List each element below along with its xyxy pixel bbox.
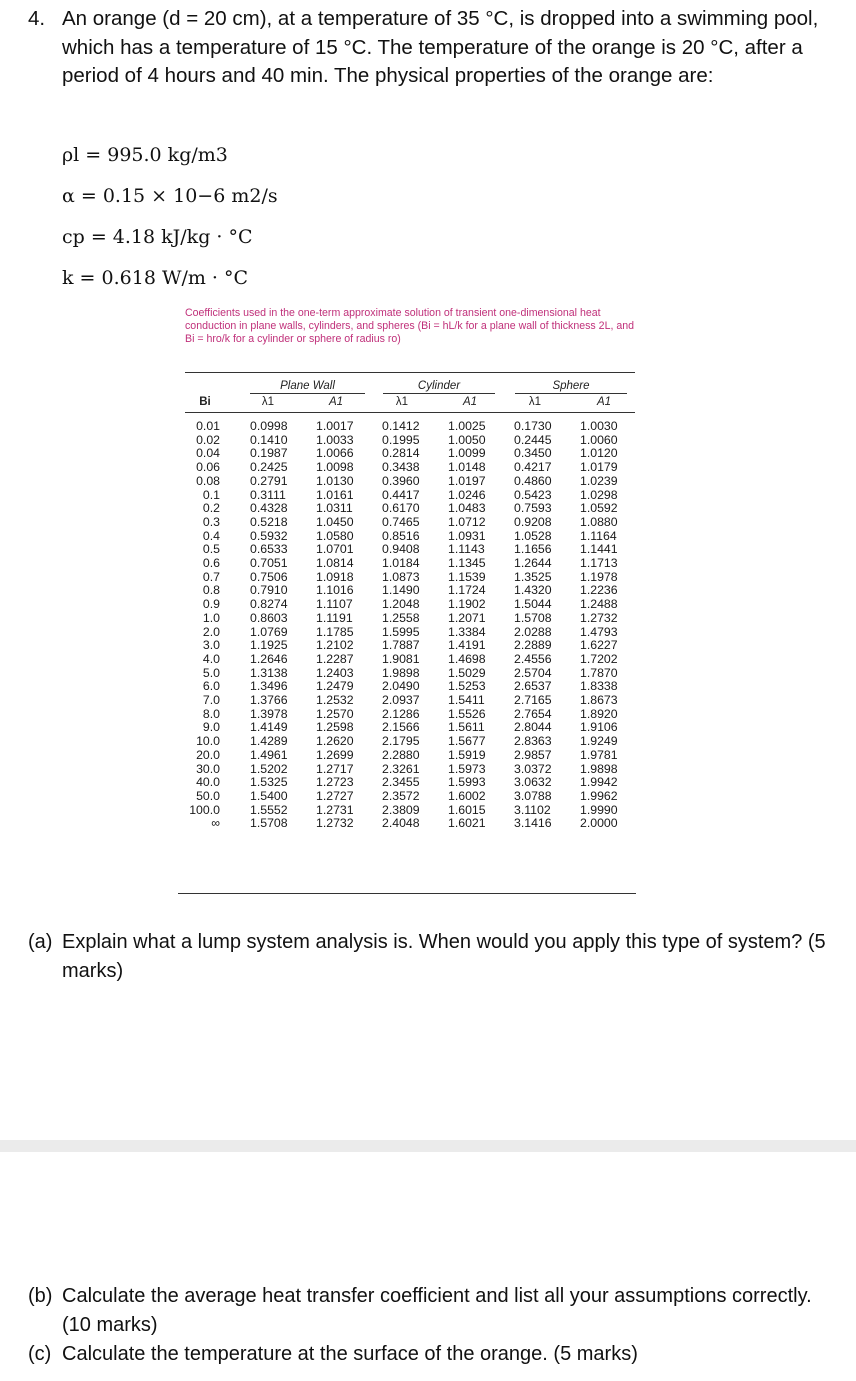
value-cell: 1.9781 <box>580 747 618 762</box>
question-4 <box>28 5 828 91</box>
bi-cell: 0.08 <box>196 473 220 488</box>
value-cell: 0.1987 <box>250 446 288 461</box>
value-cell: 1.4961 <box>250 747 288 762</box>
value-cell: 1.2236 <box>580 583 618 598</box>
value-cell: 0.4417 <box>382 487 420 502</box>
value-cell: 0.6170 <box>382 501 420 516</box>
value-cell: 1.6002 <box>448 788 486 803</box>
value-cell: 2.3572 <box>382 788 420 803</box>
value-cell: 1.2532 <box>316 693 354 708</box>
part-b-label: (b) <box>28 1285 53 1307</box>
value-cell: 1.7870 <box>580 665 618 680</box>
table-row <box>178 804 646 818</box>
value-cell: 3.1416 <box>514 816 552 831</box>
part-a-label: (a) <box>28 931 53 953</box>
value-cell: 1.2048 <box>382 597 420 612</box>
value-cell: 0.7051 <box>250 556 288 571</box>
value-cell: 0.3960 <box>382 473 420 488</box>
part-c-label: (c) <box>28 1343 52 1365</box>
value-cell: 1.0066 <box>316 446 354 461</box>
col-lambda-cylinder: λ1 <box>395 396 409 408</box>
bi-cell: 0.01 <box>196 419 220 433</box>
property-specific-heat: cp = 4.18 kJ/kg · °C <box>62 226 253 248</box>
value-cell: 2.1795 <box>382 734 420 749</box>
value-cell: 1.2570 <box>316 706 354 721</box>
value-cell: 1.6227 <box>580 638 618 653</box>
bi-cell: 1.0 <box>202 610 220 625</box>
value-cell: 1.0592 <box>580 501 618 516</box>
value-cell: 1.2598 <box>316 720 354 735</box>
part-c <box>28 1340 828 1369</box>
value-cell: 3.0632 <box>514 775 552 790</box>
value-cell: 1.0060 <box>580 432 618 447</box>
value-cell: 1.1724 <box>448 583 486 598</box>
value-cell: 1.0483 <box>448 501 486 516</box>
value-cell: 1.2287 <box>316 651 354 666</box>
value-cell: 1.5611 <box>448 720 485 735</box>
value-cell: 1.2102 <box>316 638 354 653</box>
bi-cell: 9.0 <box>202 720 220 735</box>
value-cell: 2.3809 <box>382 802 420 817</box>
value-cell: 0.4328 <box>250 501 288 516</box>
col-a-sphere: A1 <box>596 396 612 408</box>
value-cell: 0.5932 <box>250 528 288 543</box>
value-cell: 2.9857 <box>514 747 552 762</box>
bi-cell: 0.9 <box>202 597 220 612</box>
bi-cell: 0.5 <box>202 542 220 557</box>
value-cell: 1.0179 <box>580 460 618 475</box>
value-cell: 1.0311 <box>316 501 353 516</box>
table-row <box>178 461 646 475</box>
value-cell: 1.0098 <box>316 460 354 475</box>
value-cell: 1.0099 <box>448 446 486 461</box>
value-cell: 1.0033 <box>316 432 354 447</box>
value-cell: 1.0025 <box>448 419 486 433</box>
table-row <box>178 475 646 489</box>
bi-cell: 4.0 <box>202 651 220 666</box>
value-cell: 1.8338 <box>580 679 618 694</box>
table-row <box>178 557 646 571</box>
bi-cell: 0.8 <box>202 583 220 598</box>
col-a-plane: A1 <box>328 396 344 408</box>
table-row <box>178 447 646 461</box>
value-cell: 1.9081 <box>382 651 420 666</box>
table-group-headers <box>0 380 856 394</box>
value-cell: 0.7593 <box>514 501 552 516</box>
table-row <box>178 708 646 722</box>
value-cell: 1.4793 <box>580 624 618 639</box>
col-bi: Bi <box>199 396 211 408</box>
bi-cell: 50.0 <box>196 788 220 803</box>
table-row <box>178 543 646 557</box>
value-cell: 1.0148 <box>448 460 486 475</box>
value-cell: 1.5029 <box>448 665 486 680</box>
bi-cell: 100.0 <box>189 802 220 817</box>
value-cell: 2.2889 <box>514 638 552 653</box>
value-cell: 2.0000 <box>580 816 618 831</box>
value-cell: 0.5218 <box>250 514 288 529</box>
table-row <box>178 735 646 749</box>
value-cell: 0.7506 <box>250 569 288 584</box>
bi-cell: 0.02 <box>196 432 220 447</box>
value-cell: 2.1286 <box>382 706 420 721</box>
value-cell: 1.2727 <box>316 788 354 803</box>
value-cell: 0.7910 <box>250 583 288 598</box>
value-cell: 1.3978 <box>250 706 288 721</box>
value-cell: 1.0769 <box>250 624 288 639</box>
value-cell: 1.2479 <box>316 679 354 694</box>
value-cell: 1.5400 <box>250 788 288 803</box>
value-cell: 1.2488 <box>580 597 618 612</box>
value-cell: 0.8603 <box>250 610 288 625</box>
bi-cell: 0.4 <box>202 528 220 543</box>
value-cell: 0.8516 <box>382 528 420 543</box>
property-density: ρl = 995.0 kg/m3 <box>62 144 228 166</box>
table-row <box>178 584 646 598</box>
value-cell: 1.0450 <box>316 514 354 529</box>
value-cell: 1.3138 <box>250 665 288 680</box>
value-cell: 1.2723 <box>316 775 354 790</box>
value-cell: 2.3261 <box>382 761 420 776</box>
value-cell: 1.2731 <box>316 802 354 817</box>
part-a-text: Explain what a lump system analysis is. When would you apply this type of system? (5 marks) <box>62 931 826 982</box>
value-cell: 1.2646 <box>250 651 288 666</box>
table-row <box>178 694 646 708</box>
value-cell: 1.1656 <box>514 542 552 557</box>
value-cell: 1.1713 <box>580 556 618 571</box>
table-column-headers <box>0 396 856 412</box>
value-cell: 1.5677 <box>448 734 486 749</box>
value-cell: 1.9249 <box>580 734 618 749</box>
value-cell: 1.1016 <box>316 583 354 598</box>
value-cell: 2.4556 <box>514 651 552 666</box>
col-lambda-sphere: λ1 <box>528 396 542 408</box>
value-cell: 2.6537 <box>514 679 552 694</box>
value-cell: 1.4191 <box>448 638 486 653</box>
page-divider-band <box>0 1140 856 1152</box>
value-cell: 0.5423 <box>514 487 552 502</box>
property-diffusivity: α = 0.15 × 10−6 m2/s <box>62 185 278 207</box>
value-cell: 1.1191 <box>316 610 353 625</box>
coefficients-table-body <box>178 420 646 831</box>
value-cell: 2.8044 <box>514 720 552 735</box>
bi-cell: 6.0 <box>202 679 220 694</box>
value-cell: 1.2717 <box>316 761 354 776</box>
bi-cell: 3.0 <box>202 638 220 653</box>
table-row <box>178 639 646 653</box>
value-cell: 1.4289 <box>250 734 288 749</box>
value-cell: 1.0873 <box>382 569 420 584</box>
value-cell: 1.5325 <box>250 775 288 790</box>
table-row <box>178 776 646 790</box>
value-cell: 2.8363 <box>514 734 552 749</box>
value-cell: 1.2071 <box>448 610 486 625</box>
value-cell: 2.4048 <box>382 816 420 831</box>
bi-cell: 30.0 <box>196 761 220 776</box>
value-cell: 1.2620 <box>316 734 354 749</box>
bi-cell: 2.0 <box>202 624 220 639</box>
value-cell: 1.5993 <box>448 775 486 790</box>
value-cell: 1.8673 <box>580 693 618 708</box>
value-cell: 1.0712 <box>448 514 486 529</box>
value-cell: 1.3766 <box>250 693 288 708</box>
table-caption: Coefficients used in the one-term approximate solution of transient one-dimensional heat conduction in plane walls, cylinders, and spheres (Bi = hL/k for a plane wall of thickness 2L, and Bi = hro/k for a cylinder or sphere of radius ro) <box>185 307 635 346</box>
table-row <box>178 516 646 530</box>
properties-list <box>62 135 278 299</box>
value-cell: 1.5919 <box>448 747 486 762</box>
col-a-cylinder: A1 <box>462 396 478 408</box>
value-cell: 1.4320 <box>514 583 552 598</box>
value-cell: 1.9898 <box>382 665 420 680</box>
bi-cell: ∞ <box>211 816 220 831</box>
value-cell: 1.1345 <box>448 556 486 571</box>
value-cell: 1.0120 <box>580 446 618 461</box>
value-cell: 0.2445 <box>514 432 552 447</box>
value-cell: 1.1107 <box>316 597 353 612</box>
value-cell: 1.1539 <box>448 569 486 584</box>
value-cell: 2.5704 <box>514 665 552 680</box>
value-cell: 1.1978 <box>580 569 618 584</box>
value-cell: 1.0931 <box>448 528 486 543</box>
value-cell: 1.5411 <box>448 693 485 708</box>
value-cell: 1.1902 <box>448 597 486 612</box>
value-cell: 1.5708 <box>514 610 552 625</box>
value-cell: 0.2814 <box>382 446 420 461</box>
bi-cell: 0.2 <box>202 501 220 516</box>
value-cell: 1.7202 <box>580 651 618 666</box>
part-c-text: Calculate the temperature at the surface of the orange. (5 marks) <box>62 1343 638 1365</box>
value-cell: 0.3111 <box>250 487 286 502</box>
value-cell: 0.0998 <box>250 419 288 433</box>
value-cell: 1.1164 <box>580 528 617 543</box>
value-cell: 1.3525 <box>514 569 552 584</box>
table-top-rule <box>185 372 635 373</box>
table-row <box>178 489 646 503</box>
value-cell: 1.6015 <box>448 802 486 817</box>
value-cell: 1.9898 <box>580 761 618 776</box>
table-row <box>178 721 646 735</box>
value-cell: 1.5552 <box>250 802 288 817</box>
table-header-rule <box>185 412 635 413</box>
value-cell: 0.7465 <box>382 514 420 529</box>
value-cell: 1.5973 <box>448 761 486 776</box>
table-row <box>178 817 646 831</box>
bi-cell: 0.6 <box>202 556 220 571</box>
value-cell: 2.0490 <box>382 679 420 694</box>
value-cell: 1.0184 <box>382 556 420 571</box>
table-row <box>178 749 646 763</box>
value-cell: 1.2403 <box>316 665 354 680</box>
value-cell: 1.2644 <box>514 556 552 571</box>
bi-cell: 0.06 <box>196 460 220 475</box>
value-cell: 3.0372 <box>514 761 552 776</box>
table-row <box>178 598 646 612</box>
value-cell: 1.8920 <box>580 706 618 721</box>
table-row <box>178 530 646 544</box>
bi-cell: 5.0 <box>202 665 220 680</box>
value-cell: 0.3438 <box>382 460 420 475</box>
question-number: 4. <box>28 7 46 30</box>
part-a <box>28 928 828 986</box>
table-row <box>178 763 646 777</box>
value-cell: 1.2732 <box>316 816 354 831</box>
value-cell: 2.7165 <box>514 693 552 708</box>
value-cell: 1.3496 <box>250 679 288 694</box>
value-cell: 0.1412 <box>382 419 420 433</box>
table-row <box>178 653 646 667</box>
bi-cell: 40.0 <box>196 775 220 790</box>
value-cell: 2.7654 <box>514 706 552 721</box>
property-conductivity: k = 0.618 W/m · °C <box>62 267 249 289</box>
bi-cell: 0.7 <box>202 569 220 584</box>
value-cell: 1.6021 <box>448 816 486 831</box>
bi-cell: 0.1 <box>202 487 220 502</box>
value-cell: 1.0030 <box>580 419 618 433</box>
value-cell: 1.5253 <box>448 679 486 694</box>
value-cell: 1.3384 <box>448 624 486 639</box>
bi-cell: 0.04 <box>196 446 220 461</box>
value-cell: 1.9990 <box>580 802 618 817</box>
value-cell: 0.3450 <box>514 446 552 461</box>
value-cell: 0.4217 <box>514 460 552 475</box>
value-cell: 0.9208 <box>514 514 552 529</box>
table-row <box>178 626 646 640</box>
value-cell: 1.1490 <box>382 583 420 598</box>
col-lambda-plane: λ1 <box>261 396 275 408</box>
table-row <box>178 420 646 434</box>
value-cell: 1.0197 <box>448 473 486 488</box>
value-cell: 1.2558 <box>382 610 420 625</box>
group-cylinder: Cylinder <box>383 380 495 394</box>
table-row <box>178 571 646 585</box>
part-b <box>28 1282 828 1340</box>
table-bottom-rule <box>178 893 636 894</box>
value-cell: 1.1785 <box>316 624 354 639</box>
group-plane-wall: Plane Wall <box>250 380 365 394</box>
bi-cell: 0.3 <box>202 514 220 529</box>
value-cell: 0.6533 <box>250 542 288 557</box>
value-cell: 0.8274 <box>250 597 288 612</box>
value-cell: 1.2732 <box>580 610 618 625</box>
value-cell: 1.0239 <box>580 473 618 488</box>
table-row <box>178 680 646 694</box>
value-cell: 1.5044 <box>514 597 552 612</box>
value-cell: 1.0918 <box>316 569 354 584</box>
table-row <box>178 502 646 516</box>
value-cell: 0.4860 <box>514 473 552 488</box>
value-cell: 1.0814 <box>316 556 354 571</box>
value-cell: 1.0130 <box>316 473 354 488</box>
value-cell: 0.9408 <box>382 542 420 557</box>
table-row <box>178 667 646 681</box>
value-cell: 1.5708 <box>250 816 288 831</box>
table-row <box>178 790 646 804</box>
value-cell: 1.0161 <box>316 487 354 502</box>
value-cell: 1.9106 <box>580 720 618 735</box>
value-cell: 1.1925 <box>250 638 288 653</box>
value-cell: 1.0246 <box>448 487 486 502</box>
bi-cell: 20.0 <box>196 747 220 762</box>
value-cell: 2.2880 <box>382 747 420 762</box>
coefficients-table <box>178 420 646 831</box>
value-cell: 1.0017 <box>316 419 354 433</box>
value-cell: 0.1995 <box>382 432 420 447</box>
table-row <box>178 612 646 626</box>
value-cell: 1.4149 <box>250 720 288 735</box>
table-row <box>178 434 646 448</box>
bi-cell: 7.0 <box>202 693 220 708</box>
question-text: An orange (d = 20 cm), at a temperature of 35 °C, is dropped into a swimming pool, which has a temperature of 15 °C. The temperature of the orange is 20 °C, after a period of 4 hours and 40 min. The physical properties of the orange are: <box>62 7 819 87</box>
value-cell: 1.4698 <box>448 651 486 666</box>
value-cell: 1.0298 <box>580 487 618 502</box>
bi-cell: 8.0 <box>202 706 220 721</box>
value-cell: 1.2699 <box>316 747 354 762</box>
bi-cell: 10.0 <box>196 734 220 749</box>
value-cell: 1.0880 <box>580 514 618 529</box>
value-cell: 3.1102 <box>514 802 551 817</box>
value-cell: 1.5995 <box>382 624 420 639</box>
value-cell: 1.5526 <box>448 706 486 721</box>
value-cell: 0.2425 <box>250 460 288 475</box>
value-cell: 3.0788 <box>514 788 552 803</box>
value-cell: 1.7887 <box>382 638 420 653</box>
value-cell: 2.0937 <box>382 693 420 708</box>
value-cell: 1.1441 <box>580 542 618 557</box>
value-cell: 2.3455 <box>382 775 420 790</box>
value-cell: 1.9962 <box>580 788 618 803</box>
value-cell: 1.0528 <box>514 528 552 543</box>
value-cell: 1.5202 <box>250 761 288 776</box>
group-sphere: Sphere <box>515 380 627 394</box>
value-cell: 1.0580 <box>316 528 354 543</box>
value-cell: 1.1143 <box>448 542 485 557</box>
value-cell: 0.1730 <box>514 419 552 433</box>
part-b-text: Calculate the average heat transfer coefficient and list all your assumptions correctly. (10 marks) <box>62 1285 812 1336</box>
value-cell: 1.9942 <box>580 775 618 790</box>
value-cell: 0.1410 <box>250 432 288 447</box>
value-cell: 1.0701 <box>316 542 354 557</box>
value-cell: 1.0050 <box>448 432 486 447</box>
value-cell: 2.1566 <box>382 720 420 735</box>
value-cell: 0.2791 <box>250 473 288 488</box>
value-cell: 2.0288 <box>514 624 552 639</box>
